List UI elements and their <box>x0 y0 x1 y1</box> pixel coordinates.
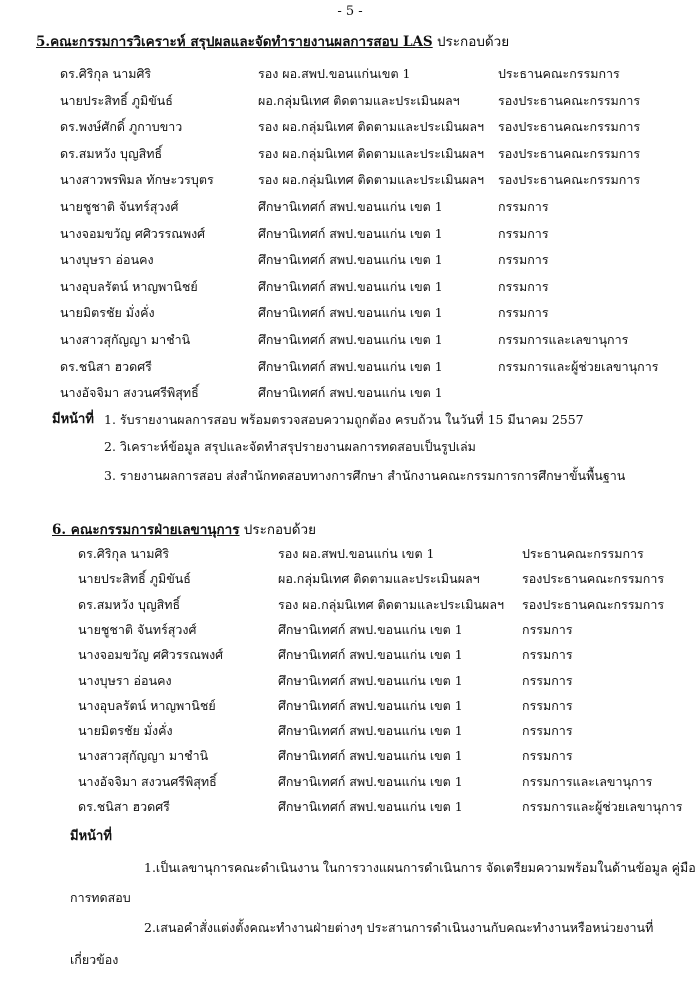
member-role: กรรมการ <box>498 225 549 241</box>
member-name: นางอัจจิมา สงวนศรีพิสุทธิ์ <box>78 773 217 789</box>
member-row <box>78 645 700 667</box>
member-position: ศึกษานิเทศก์ สพป.ขอนแก่น เขต 1 <box>278 647 463 663</box>
member-role: กรรมการ <box>522 748 573 764</box>
member-role: กรรมการและเลขานุการ <box>498 332 629 347</box>
member-role: ประธานคณะกรรมการ <box>498 66 620 81</box>
member-role: รองประธานคณะกรรมการ <box>498 119 641 135</box>
member-row <box>78 620 700 642</box>
member-row <box>60 357 700 379</box>
member-role: กรรมการ <box>522 723 573 739</box>
section5-duty-label: มีหน้าที่ <box>52 412 94 427</box>
member-position: ศึกษานิเทศก์ สพป.ขอนแก่น เขต 1 <box>258 358 443 374</box>
member-role: รองประธานคณะกรรมการ <box>498 172 641 188</box>
member-name: นางบุษรา อ่อนคง <box>60 252 154 268</box>
member-role: กรรมการ <box>522 697 573 713</box>
member-name: นายมิตรชัย มั่งคั่ง <box>78 723 173 739</box>
section6-heading-title: 6. คณะกรรมการฝ่ายเลขานุการ <box>52 522 240 538</box>
member-row <box>60 144 700 166</box>
section6-duty-1-line-2: การทดสอบ <box>70 890 131 905</box>
member-name: นางอุบลรัตน์ หาญพานิชย์ <box>60 278 198 294</box>
member-row <box>78 696 700 718</box>
member-position: ผอ.กลุ่มนิเทศ ติดตามและประเมินผลฯ <box>258 92 460 108</box>
member-position: ศึกษานิเทศก์ สพป.ขอนแก่น เขต 1 <box>278 697 463 713</box>
member-role: กรรมการ <box>522 621 573 637</box>
member-role: ประธานคณะกรรมการ <box>522 546 644 561</box>
member-position: รอง ผอ.สพป.ขอนแก่น เขต 1 <box>278 546 435 561</box>
section5-heading-title: 5.คณะกรรมการวิเคราะห์ สรุปผลและจัดทำรายงานผลการสอบ LAS <box>36 34 433 50</box>
member-role: กรรมการ <box>498 199 549 214</box>
section5-heading <box>36 30 509 52</box>
member-row <box>60 250 700 272</box>
member-row <box>78 544 700 566</box>
member-position: ศึกษานิเทศก์ สพป.ขอนแก่น เขต 1 <box>278 799 463 814</box>
member-role: รองประธานคณะกรรมการ <box>522 571 665 587</box>
member-name: นางสาวสุกัญญา มาชำนิ <box>78 748 209 764</box>
member-role: กรรมการและผู้ช่วยเลขานุการ <box>522 799 683 814</box>
member-row <box>78 721 700 743</box>
member-position: ศึกษานิเทศก์ สพป.ขอนแก่น เขต 1 <box>258 225 443 241</box>
member-position: รอง ผอ.กลุ่มนิเทศ ติดตามและประเมินผลฯ <box>258 145 485 161</box>
member-name: นายชูชาติ จันทร์สุวงศ์ <box>78 621 197 637</box>
member-row <box>60 224 700 246</box>
member-role: กรรมการ <box>498 252 549 268</box>
section5-duty-3: 3. รายงานผลการสอบ ส่งสำนักทดสอบทางการศึกษา สำนักงานคณะกรรมการการศึกษาขั้นพื้นฐาน <box>104 468 626 483</box>
member-row <box>78 595 700 617</box>
member-role: กรรมการ <box>522 672 573 688</box>
member-name: นางสาวพรพิมล ทักษะวรบุตร <box>60 172 214 188</box>
member-position: ศึกษานิเทศก์ สพป.ขอนแก่น เขต 1 <box>258 278 443 294</box>
member-name: นายประสิทธิ์ ภูมิขันธ์ <box>78 571 191 587</box>
member-name: ดร.ชนิสา ฮวดศรี <box>60 358 152 374</box>
section6-duty-2-line-1: 2.เสนอคำสั่งแต่งตั้งคณะทำงานฝ่ายต่างๆ ประสานการดำเนินงานกับคณะทำงานหรือหน่วยงานที่ <box>144 920 654 935</box>
member-row <box>78 569 700 591</box>
member-position: ศึกษานิเทศก์ สพป.ขอนแก่น เขต 1 <box>258 332 443 347</box>
member-position: ศึกษานิเทศก์ สพป.ขอนแก่น เขต 1 <box>278 748 463 764</box>
member-name: นางอัจจิมา สงวนศรีพิสุทธิ์ <box>60 385 199 401</box>
section5-duty-2: 2. วิเคราะห์ข้อมูล สรุปและจัดทำสรุปรายงานผลการทดสอบเป็นรูปเล่ม <box>104 439 476 454</box>
section5-heading-suffix: ประกอบด้วย <box>432 34 510 50</box>
member-name: ดร.สมหวัง บุญสิทธิ์ <box>60 145 163 161</box>
member-role: กรรมการและผู้ช่วยเลขานุการ <box>498 358 659 374</box>
section6-heading <box>52 518 316 540</box>
member-position: รอง ผอ.กลุ่มนิเทศ ติดตามและประเมินผลฯ <box>258 119 485 135</box>
member-row <box>60 117 700 139</box>
member-row <box>60 170 700 192</box>
member-position: ศึกษานิเทศก์ สพป.ขอนแก่น เขต 1 <box>258 199 443 214</box>
member-position: ศึกษานิเทศก์ สพป.ขอนแก่น เขต 1 <box>258 252 443 268</box>
member-row <box>78 797 700 819</box>
member-row <box>60 197 700 219</box>
member-name: นายชูชาติ จันทร์สุวงศ์ <box>60 199 179 214</box>
member-position: รอง ผอ.กลุ่มนิเทศ ติดตามและประเมินผลฯ <box>258 172 485 188</box>
member-name: นายมิตรชัย มั่งคั่ง <box>60 305 155 321</box>
member-row <box>60 383 700 405</box>
section6-duty-label: มีหน้าที่ <box>70 829 112 844</box>
member-row <box>78 746 700 768</box>
member-row <box>60 303 700 325</box>
member-name: นางจอมขวัญ ศศิวรรณพงศ์ <box>60 225 206 241</box>
member-position: รอง ผอ.กลุ่มนิเทศ ติดตามและประเมินผลฯ <box>278 596 505 612</box>
section6-duty-2-line-2: เกี่ยวข้อง <box>70 952 119 967</box>
member-position: รอง ผอ.สพป.ขอนแก่นเขต 1 <box>258 66 411 81</box>
member-row <box>60 64 700 86</box>
member-role: กรรมการ <box>498 305 549 321</box>
member-row <box>78 671 700 693</box>
page-number: - 5 - <box>337 4 363 19</box>
member-role: รองประธานคณะกรรมการ <box>522 596 665 612</box>
member-name: นายประสิทธิ์ ภูมิขันธ์ <box>60 92 173 108</box>
member-position: ศึกษานิเทศก์ สพป.ขอนแก่น เขต 1 <box>278 773 463 789</box>
member-role: กรรมการ <box>498 278 549 294</box>
member-name: นางสาวสุกัญญา มาชำนิ <box>60 332 191 347</box>
member-row <box>60 330 700 352</box>
member-position: ศึกษานิเทศก์ สพป.ขอนแก่น เขต 1 <box>278 672 463 688</box>
member-position: ศึกษานิเทศก์ สพป.ขอนแก่น เขต 1 <box>278 621 463 637</box>
member-role: รองประธานคณะกรรมการ <box>498 92 641 108</box>
member-name: นางบุษรา อ่อนคง <box>78 672 172 688</box>
member-position: ผอ.กลุ่มนิเทศ ติดตามและประเมินผลฯ <box>278 571 480 587</box>
member-name: ดร.พงษ์ศักดิ์ ภูกาบขาว <box>60 119 183 135</box>
section6-heading-suffix: ประกอบด้วย <box>239 522 316 538</box>
member-name: นางจอมขวัญ ศศิวรรณพงศ์ <box>78 647 224 663</box>
member-position: ศึกษานิเทศก์ สพป.ขอนแก่น เขต 1 <box>258 385 443 401</box>
member-row <box>78 772 700 794</box>
member-role: กรรมการ <box>522 647 573 663</box>
section6-duty-1-line-1: 1.เป็นเลขานุการคณะดำเนินงาน ในการวางแผนการดำเนินการ จัดเตรียมความพร้อมในด้านข้อมูล คู่มือ <box>144 860 696 875</box>
member-row <box>60 277 700 299</box>
member-name: ดร.ศิริกุล นามศิริ <box>60 66 152 81</box>
member-name: ดร.ชนิสา ฮวดศรี <box>78 799 170 814</box>
member-name: ดร.สมหวัง บุญสิทธิ์ <box>78 596 181 612</box>
member-position: ศึกษานิเทศก์ สพป.ขอนแก่น เขต 1 <box>258 305 443 321</box>
member-role: รองประธานคณะกรรมการ <box>498 145 641 161</box>
member-name: ดร.ศิริกุล นามศิริ <box>78 546 170 561</box>
member-role: กรรมการและเลขานุการ <box>522 773 653 789</box>
member-row <box>60 91 700 113</box>
member-name: นางอุบลรัตน์ หาญพานิชย์ <box>78 697 216 713</box>
section5-duty-1: 1. รับรายงานผลการสอบ พร้อมตรวจสอบความถูกต้อง ครบถ้วน ในวันที่ 15 มีนาคม 2557 <box>104 412 584 427</box>
member-position: ศึกษานิเทศก์ สพป.ขอนแก่น เขต 1 <box>278 723 463 739</box>
